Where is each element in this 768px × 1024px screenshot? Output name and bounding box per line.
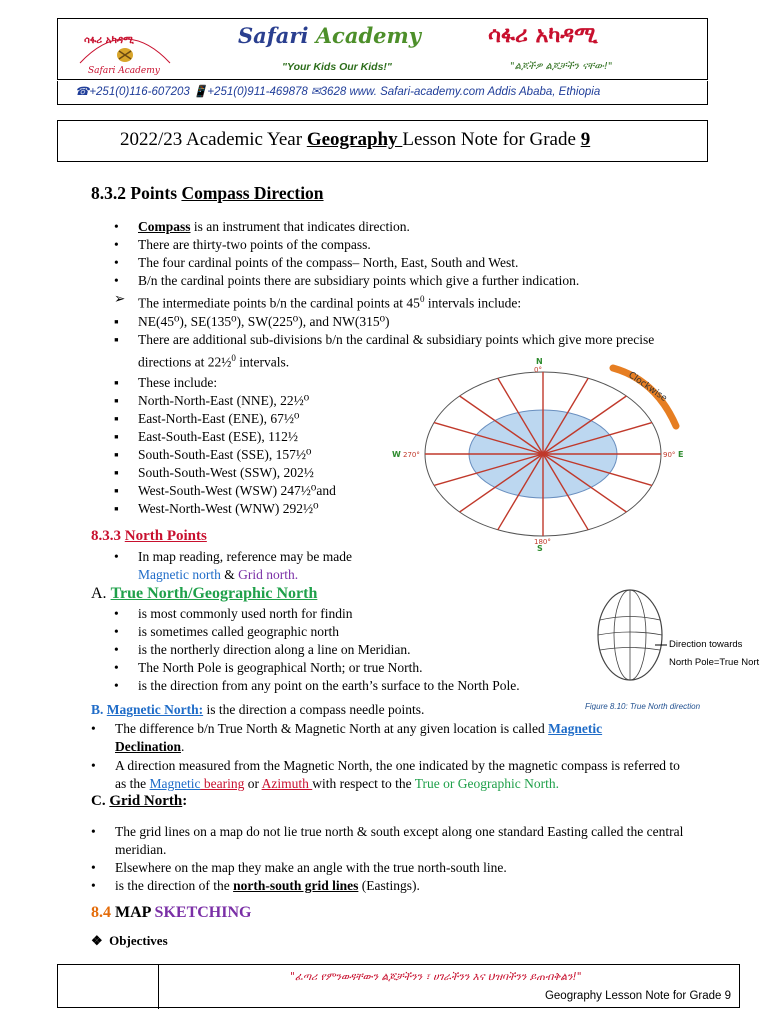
list-item: • The grid lines on a map do not lie true north & south except along one standard Easting called the central meridian. [91, 824, 684, 857]
svg-text:0°: 0° [534, 366, 542, 374]
svg-text:Clockwise: Clockwise [626, 370, 669, 405]
list-item: ▪ West-North-West (WNW) 292½⁰ [114, 501, 319, 516]
magnetic-north-intro: B. Magnetic North: is the direction a compass needle points. [91, 702, 425, 717]
svg-text:E: E [678, 450, 684, 459]
svg-text:Direction towards: Direction towards [669, 639, 743, 650]
list-item: • Compass is an instrument that indicates direction. [114, 219, 410, 234]
list-item: • B/n the cardinal points there are subsidiary points which give a further indication. [114, 273, 580, 288]
magnetic-north-list [91, 720, 691, 793]
svg-text:W: W [392, 450, 401, 459]
heading-true-north: A. True North/Geographic North [91, 585, 318, 602]
page-footer [57, 964, 740, 1008]
tagline-amharic: "ልጆችዎ ልጆቻችን ናቸው!" [510, 61, 613, 72]
footer-note: Geography Lesson Note for Grade 9 [544, 990, 731, 1002]
list-item: • is most commonly used north for findin [114, 606, 353, 621]
heading-grid-north: C. Grid North: [91, 793, 188, 809]
list-item: • There are thirty-two points of the compass. [114, 237, 371, 252]
grid-north-list [91, 823, 711, 895]
svg-text:North Pole=True Nort: North Pole=True Nort [669, 657, 760, 668]
list-item: ▪ East-South-East (ESE), 112½ [114, 429, 298, 444]
list-item: • The North Pole is geographical North; or true North. [114, 660, 423, 675]
brand-name-english: Safari Academy [238, 23, 421, 48]
list-item: • The four cardinal points of the compass– North, East, South and West. [114, 255, 519, 270]
list-item: ▪ West-South-West (WSW) 247½⁰and [114, 483, 336, 498]
svg-text:Safari Academy: Safari Academy [88, 66, 160, 76]
svg-text:270°: 270° [403, 451, 420, 459]
true-north-list [114, 605, 574, 695]
list-item: • A direction measured from the Magnetic North, the one indicated by the magnetic compass is referred to as the Magnetic bearing or Azimuth with respect to the True or Geographic North. [91, 758, 680, 791]
list-item: Magnetic north & Grid north. [138, 567, 299, 582]
list-item: ▪ NE(45⁰), SE(135⁰), SW(225⁰), and NW(315⁰) [114, 313, 390, 329]
letterhead [57, 18, 708, 80]
diamond-bullet-icon: ❖ [91, 933, 103, 948]
footer-divider [158, 965, 159, 1009]
heading-compass-direction: 8.3.2 Points Compass Direction [91, 183, 324, 203]
list-item: • is the direction from any point on the earth’s surface to the North Pole. [114, 678, 520, 693]
heading-north-points: 8.3.3 North Points [91, 528, 207, 544]
contact-line: ☎+251(0)116-607203 📱+251(0)911-469878 ✉3628 www. Safari-academy.com Addis Ababa, Ethiopia [57, 81, 708, 105]
list-item: ▪ There are additional sub-divisions b/n the cardinal & subsidiary points which give more precise directions at 22½$^0$ intervals. [114, 331, 655, 369]
compass-rose-figure [388, 356, 688, 552]
list-item: • is the northerly direction along a line on Meridian. [114, 642, 411, 657]
north-points-list [114, 548, 414, 584]
footer-motto: "ፈጣሪ የምንወዳቸውን ልጆቻችንን ፣ ሀገራችንን እና ህዝባችንን ይጠብቅልን!" [290, 971, 582, 983]
svg-text:ሳፋሪ አካዳሚ: ሳፋሪ አካዳሚ [84, 35, 134, 46]
svg-text:N: N [536, 357, 543, 366]
page-title: 2022/23 Academic Year Geography Lesson Note for Grade 9 [57, 120, 708, 162]
list-item: ▪ South-South-East (SSE), 157½⁰ [114, 447, 312, 462]
compass-list [114, 218, 684, 371]
true-north-globe-figure [585, 585, 760, 710]
heading-map-sketching: 8.4 MAP SKETCHING [91, 904, 252, 921]
objectives-heading: ❖ Objectives [91, 933, 168, 948]
list-item: • Elsewhere on the map they make an angle with the true north-south line. [91, 860, 507, 875]
list-item: ▪ South-South-West (SSW), 202½ [114, 465, 314, 480]
brand-name-amharic: ሳፋሪ አካዳሚ [488, 23, 598, 48]
tagline-english: "Your Kids Our Kids!" [282, 61, 392, 73]
list-item: ▪ These include: [114, 375, 218, 390]
svg-text:Figure 8.10: True North direct: Figure 8.10: True North direction [585, 702, 701, 710]
list-item: • In map reading, reference may be made [114, 549, 353, 564]
list-item: ▪ North-North-East (NNE), 22½⁰ [114, 393, 310, 408]
list-item: • is sometimes called geographic north [114, 624, 339, 639]
svg-text:90°: 90° [663, 451, 676, 459]
list-item: ▪ East-North-East (ENE), 67½⁰ [114, 411, 300, 426]
list-item: ➢ The intermediate points b/n the cardinal points at $45^0$ intervals include: [114, 291, 522, 311]
svg-text:180°: 180° [534, 538, 551, 546]
svg-text:S: S [537, 544, 543, 552]
list-item: • is the direction of the north-south grid lines (Eastings). [91, 878, 420, 893]
safari-academy-logo [70, 23, 180, 77]
list-item: • The difference b/n True North & Magnetic North at any given location is called Magnetic Declination. [91, 721, 603, 754]
subdivision-list [114, 374, 394, 518]
